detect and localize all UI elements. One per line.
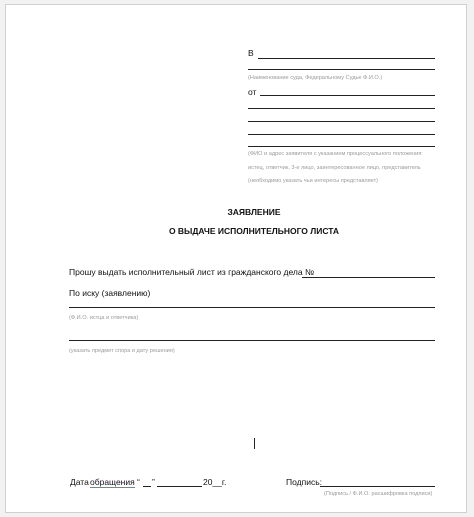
address-hint-2: истец, ответчик, 3-е лицо, заинтересованное лицо, представитель xyxy=(248,165,421,171)
date-month-line[interactable] xyxy=(157,486,202,487)
address-hint-1: (ФИО и адрес заявителя с указанием процессуального положения: xyxy=(248,151,423,157)
date-label-prefix: Дата xyxy=(70,477,89,487)
court-to-prefix: В xyxy=(248,48,254,58)
date-quote-close: ” xyxy=(152,477,155,487)
date-quote-open: “ xyxy=(137,477,140,487)
text-cursor xyxy=(254,438,255,449)
signature-line[interactable] xyxy=(320,486,435,487)
signature-label: Подпись: xyxy=(286,477,323,487)
from-prefix: от xyxy=(248,87,257,97)
request-text: Прошу выдать исполнительный лист из гражданского дела № xyxy=(69,267,315,277)
document-subtitle: О ВЫДАЧЕ ИСПОЛНИТЕЛЬНОГО ЛИСТА xyxy=(168,226,340,236)
judgment-line[interactable] xyxy=(69,340,435,341)
parties-hint: (Ф.И.О. истца и ответчика) xyxy=(69,315,139,321)
applicant-line-4[interactable] xyxy=(248,134,435,135)
applicant-line-3[interactable] xyxy=(248,121,435,122)
court-name-line-2[interactable] xyxy=(248,69,435,70)
applicant-line-5[interactable] xyxy=(248,146,435,147)
address-hint-3: (необходимо указать чьи интересы представляет) xyxy=(248,178,379,184)
signature-hint: (Подпись / Ф.И.О. расшифровка подписи) xyxy=(324,491,433,497)
judgment-hint: (указать предмет спора и дату решения) xyxy=(69,348,175,354)
date-year: 20__г. xyxy=(203,477,227,487)
document-page xyxy=(5,4,467,513)
court-name-hint: (Наименование суда, Федеральному Судье Ф.И.О.) xyxy=(248,75,383,81)
date-label-word: обращения xyxy=(90,477,135,487)
court-name-line[interactable] xyxy=(258,58,435,59)
parties-line[interactable] xyxy=(69,307,435,308)
applicant-line-2[interactable] xyxy=(248,108,435,109)
document-title: ЗАЯВЛЕНИЕ xyxy=(227,207,281,217)
date-day-line[interactable] xyxy=(143,486,151,487)
claim-text: По иску (заявлению) xyxy=(69,288,151,298)
applicant-line-1[interactable] xyxy=(260,95,435,96)
case-number-line[interactable] xyxy=(302,277,435,278)
